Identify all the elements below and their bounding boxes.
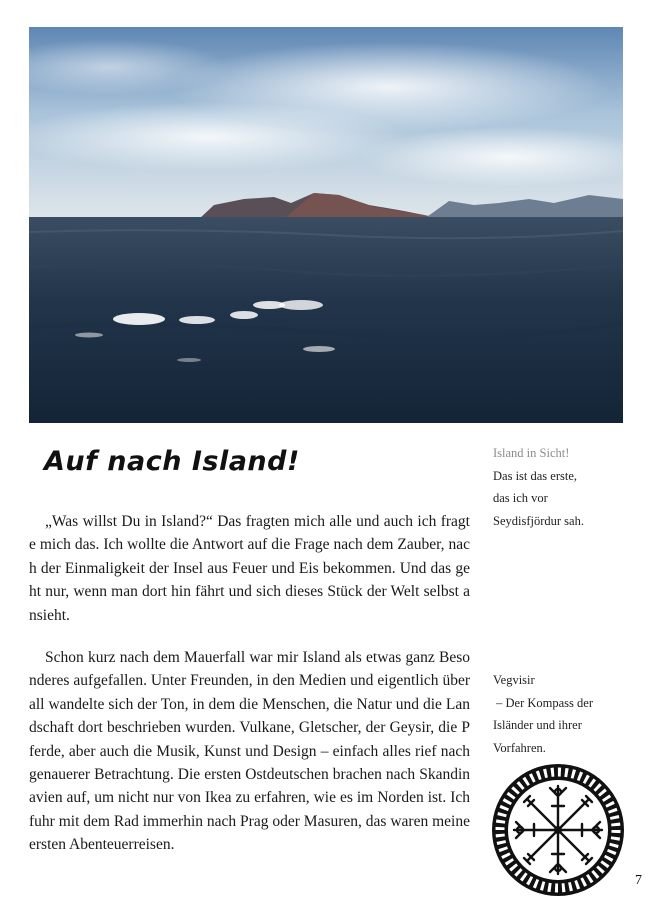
caption-line: – Der Kompass der xyxy=(493,695,593,710)
caption-line: Das ist das erste, xyxy=(493,468,578,483)
page-number: 7 xyxy=(635,873,642,888)
body-paragraph-2 xyxy=(29,646,470,857)
page-title: Auf nach Island! xyxy=(44,446,300,477)
caption-line: Isländer und ihrer xyxy=(493,718,582,732)
photo-caption xyxy=(493,442,633,532)
hero-photo xyxy=(29,27,623,423)
body-paragraph-2-text: Schon kurz nach dem Mauerfall war mir Island als etwas ganz Besonderes aufgefallen. Unter Freunden, in den Medien und eigentlich überall wandelte sich der Ton, in dem die Menschen, die Natur und die Landschaft dort beschrieben wurden. Vulkane, Gletscher, der Geysir, die Pferde, aber auch die Musik, Kunst und Design – einfach alles rief nach genauerer Betrachtung. Die ersten Ostdeutschen brachen nach Skandinavien auf, um nicht nur von Ikea zu erfahren, wie es im Norden ist. Ich fuhr mit dem Rad immerhin nach Prag oder Masuren, das waren meine ersten Abenteuerreisen. xyxy=(29,649,470,854)
caption-line: Vegvisir xyxy=(493,673,535,687)
body-paragraph-1 xyxy=(29,510,470,627)
caption-line: Island in Sicht! xyxy=(493,446,570,460)
caption-line: Vorfahren. xyxy=(493,740,546,755)
body-paragraph-1-text: „Was willst Du in Island?“ Das fragten mich alle und auch ich fragte mich das. Ich wollte die Antwort auf die Frage nach dem Zauber, nach der Einmaligkeit der Insel aus Feuer und Eis bekommen. Und das geht nur, wenn man dort hin fährt und sich dieses Stück der Welt selbst ansieht. xyxy=(29,513,470,624)
caption-line: Seydisfjördur sah. xyxy=(493,513,584,528)
emblem-caption xyxy=(493,669,633,759)
caption-line: das ich vor xyxy=(493,491,548,505)
vegvisir-icon xyxy=(490,762,626,898)
